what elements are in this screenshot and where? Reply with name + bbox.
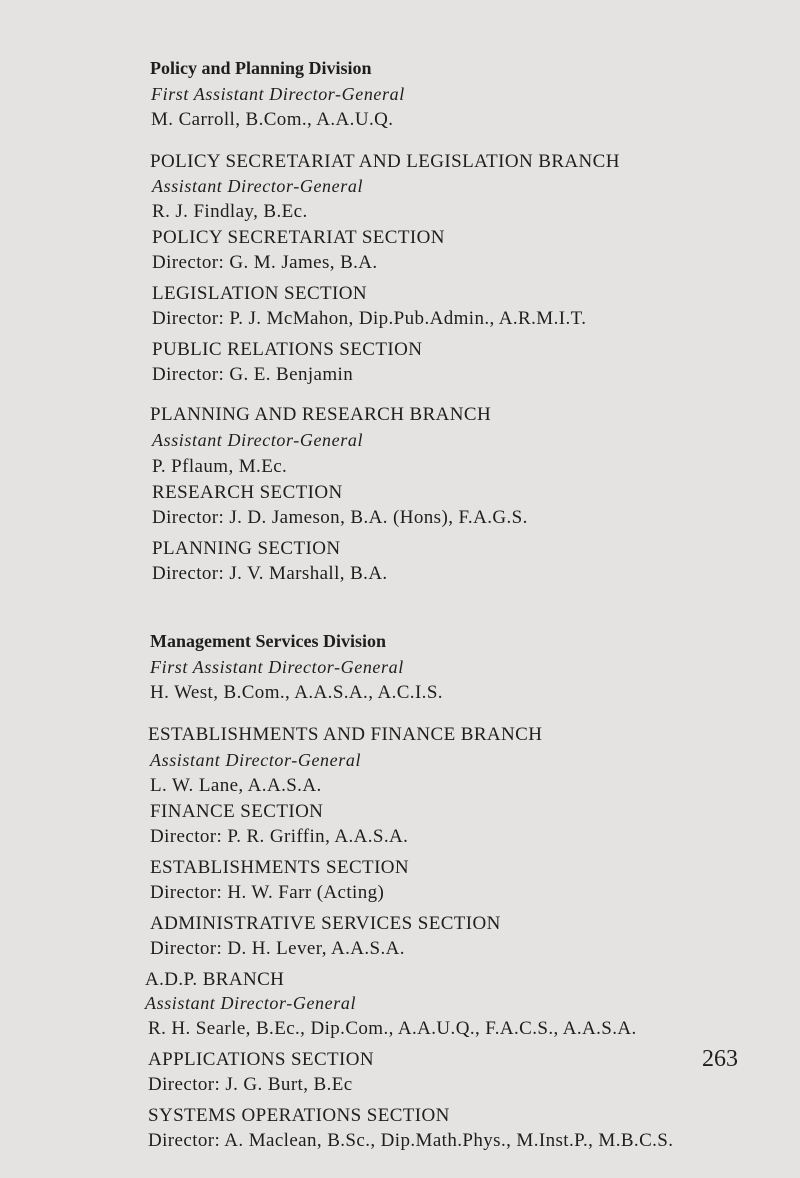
section-heading: PLANNING SECTION xyxy=(152,538,341,559)
officer-name: R. J. Findlay, B.Ec. xyxy=(152,201,308,222)
director-line: Director: G. M. James, B.A. xyxy=(152,252,378,273)
officer-name: L. W. Lane, A.A.S.A. xyxy=(150,775,322,796)
role-title: Assistant Director-General xyxy=(152,176,364,196)
section-heading: FINANCE SECTION xyxy=(150,801,324,822)
role-title: Assistant Director-General xyxy=(152,430,364,450)
director-line: Director: P. R. Griffin, A.A.S.A. xyxy=(150,826,409,847)
branch-heading: A.D.P. BRANCH xyxy=(145,969,285,990)
role-title: Assistant Director-General xyxy=(150,750,362,770)
officer-name: H. West, B.Com., A.A.S.A., A.C.I.S. xyxy=(150,682,443,703)
director-line: Director: G. E. Benjamin xyxy=(152,364,354,385)
section-heading: LEGISLATION SECTION xyxy=(152,283,367,304)
director-line: Director: J. D. Jameson, B.A. (Hons), F.A.G.S. xyxy=(152,507,528,528)
officer-name: P. Pflaum, M.Ec. xyxy=(152,456,288,477)
section-heading: PUBLIC RELATIONS SECTION xyxy=(152,339,423,360)
director-line: Director: P. J. McMahon, Dip.Pub.Admin., A.R.M.I.T. xyxy=(152,308,587,329)
role-title: Assistant Director-General xyxy=(145,993,357,1013)
branch-heading: ESTABLISHMENTS AND FINANCE BRANCH xyxy=(148,724,543,745)
section-heading: APPLICATIONS SECTION xyxy=(148,1049,374,1070)
section-heading: ADMINISTRATIVE SERVICES SECTION xyxy=(150,913,501,934)
officer-name: M. Carroll, B.Com., A.A.U.Q. xyxy=(151,109,394,130)
division-heading: Policy and Planning Division xyxy=(150,58,372,78)
director-line: Director: J. G. Burt, B.Ec xyxy=(148,1074,353,1095)
section-heading: SYSTEMS OPERATIONS SECTION xyxy=(148,1105,450,1126)
branch-heading: POLICY SECRETARIAT AND LEGISLATION BRANCH xyxy=(150,151,620,172)
director-line: Director: D. H. Lever, A.A.S.A. xyxy=(150,938,405,959)
role-title: First Assistant Director-General xyxy=(151,84,405,104)
section-heading: ESTABLISHMENTS SECTION xyxy=(150,857,410,878)
director-line: Director: H. W. Farr (Acting) xyxy=(150,882,385,903)
director-line: Director: J. V. Marshall, B.A. xyxy=(152,563,388,584)
director-line: Director: A. Maclean, B.Sc., Dip.Math.Phys., M.Inst.P., M.B.C.S. xyxy=(148,1130,674,1151)
page-number: 263 xyxy=(702,1046,738,1072)
section-heading: RESEARCH SECTION xyxy=(152,482,343,503)
branch-heading: PLANNING AND RESEARCH BRANCH xyxy=(150,404,492,425)
section-heading: POLICY SECRETARIAT SECTION xyxy=(152,227,445,248)
officer-name: R. H. Searle, B.Ec., Dip.Com., A.A.U.Q., F.A.C.S., A.A.S.A. xyxy=(148,1018,637,1039)
role-title: First Assistant Director-General xyxy=(150,657,404,677)
division-heading: Management Services Division xyxy=(150,631,386,651)
